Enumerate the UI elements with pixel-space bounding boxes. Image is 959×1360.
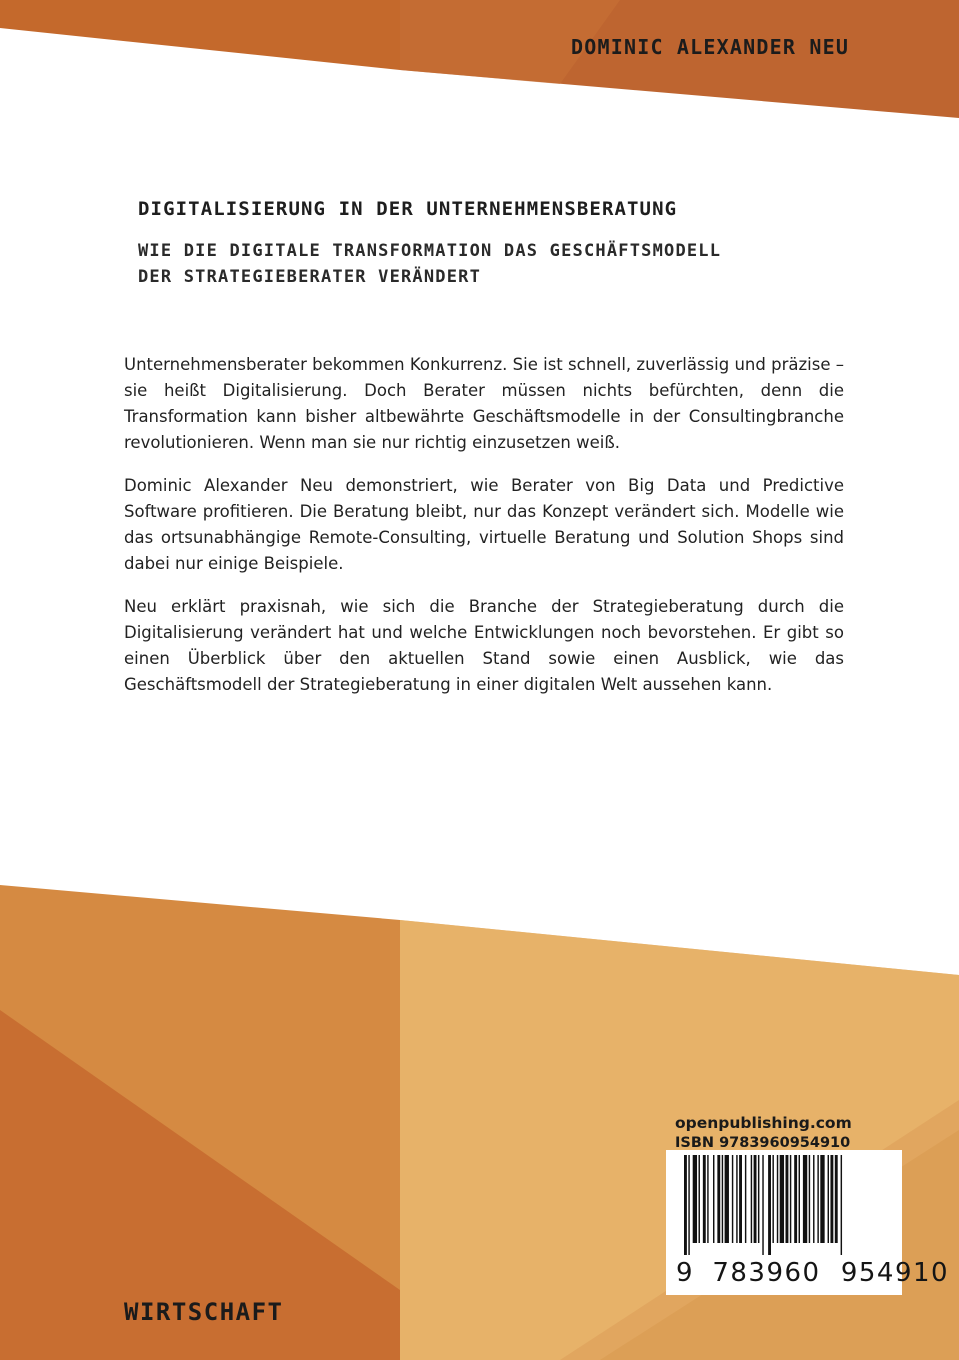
blurb-paragraph-1: Unternehmensberater bekommen Konkurrenz. Sie ist schnell, zuverlässig und präzise – sie heißt Digitalisierung. Doch Berater müssen nichts befürchten, denn die Transformation kann bisher altbewährte Geschäftsmodelle in der Consultingbranche revolutionieren. Wenn man sie nur richtig einzusetzen weiß. [124,355,844,452]
barcode-bar [688,1155,689,1255]
barcode-bar [794,1155,797,1243]
barcode-bar [835,1155,838,1243]
blurb [124,352,844,715]
publisher-website: openpublishing.com [675,1114,852,1132]
barcode-bar [699,1155,700,1243]
barcode-bar [828,1155,829,1243]
title-block [138,198,838,290]
top-band-dark [0,0,400,70]
ean-first-digit: 9 [676,1258,695,1288]
barcode-bar [790,1155,791,1243]
barcode-bar [703,1155,706,1243]
barcode-bar [809,1155,810,1243]
barcode-bar [830,1155,833,1243]
blurb-paragraph-3: Neu erklärt praxisnah, wie sich die Branche der Strategieberatung durch die Digitalisierung verändert hat und welche Entwicklungen noch bevorstehen. Er gibt so einen Überblick über den aktuellen Stand sowie einen Ausblick, wie das Geschäftsmodell der Strategieberatung in einer digitalen Welt aussehen kann. [124,597,844,694]
barcode-bar [803,1155,807,1243]
blurb-paragraph-2: Dominic Alexander Neu demonstriert, wie Berater von Big Data und Predictive Software profitieren. Die Beratung bleibt, nur das Konzept verändert sich. Modelle wie das ortsunabhängige Remote-Consulting, virtuelle Beratung und Solution Shops sind dabei nur einige Beispiele. [124,476,844,573]
barcode-bar [751,1155,752,1243]
barcode-bar [736,1155,737,1243]
barcode-bar [799,1155,800,1243]
ean-right-group: 954910 [840,1258,950,1288]
barcode-bar [813,1155,814,1243]
barcode-bar [725,1155,729,1243]
barcode-bar [684,1155,687,1255]
author-name: DOMINIC ALEXANDER NEU [571,35,850,59]
barcode-bar [768,1155,771,1255]
barcode-bar [707,1155,708,1243]
barcode-bar [722,1155,723,1243]
barcode-bar [739,1155,742,1243]
barcode-bar [717,1155,720,1243]
subtitle-line-2: DER STRATEGIEBERATER VERÄNDERT [138,267,482,287]
barcode-bar [786,1155,789,1243]
barcode-bar [780,1155,784,1243]
barcode-bar [745,1155,746,1243]
barcode-bar [713,1155,714,1243]
barcode [670,1155,900,1260]
category-label: WIRTSCHAFT [124,1298,284,1326]
barcode-bar [762,1155,763,1255]
barcode-bar [817,1155,818,1243]
barcode-bar [693,1155,697,1243]
barcode-bar [777,1155,778,1243]
barcode-bar [758,1155,759,1243]
ean-left-group: 783960 [712,1258,821,1288]
subtitle-line-1: WIE DIE DIGITALE TRANSFORMATION DAS GESCHÄFTSMODELL [138,241,722,261]
book-subtitle [138,238,838,290]
barcode-bar [754,1155,757,1243]
barcode-bar [772,1155,773,1243]
book-title: DIGITALISIERUNG IN DER UNTERNEHMENSBERATUNG [138,198,678,220]
ean-number [676,1258,949,1288]
barcode-bar [732,1155,733,1243]
publisher-info [675,1113,915,1153]
barcode-bar [820,1155,824,1243]
barcode-bar [841,1155,842,1255]
isbn-label: ISBN 9783960954910 [675,1135,851,1151]
